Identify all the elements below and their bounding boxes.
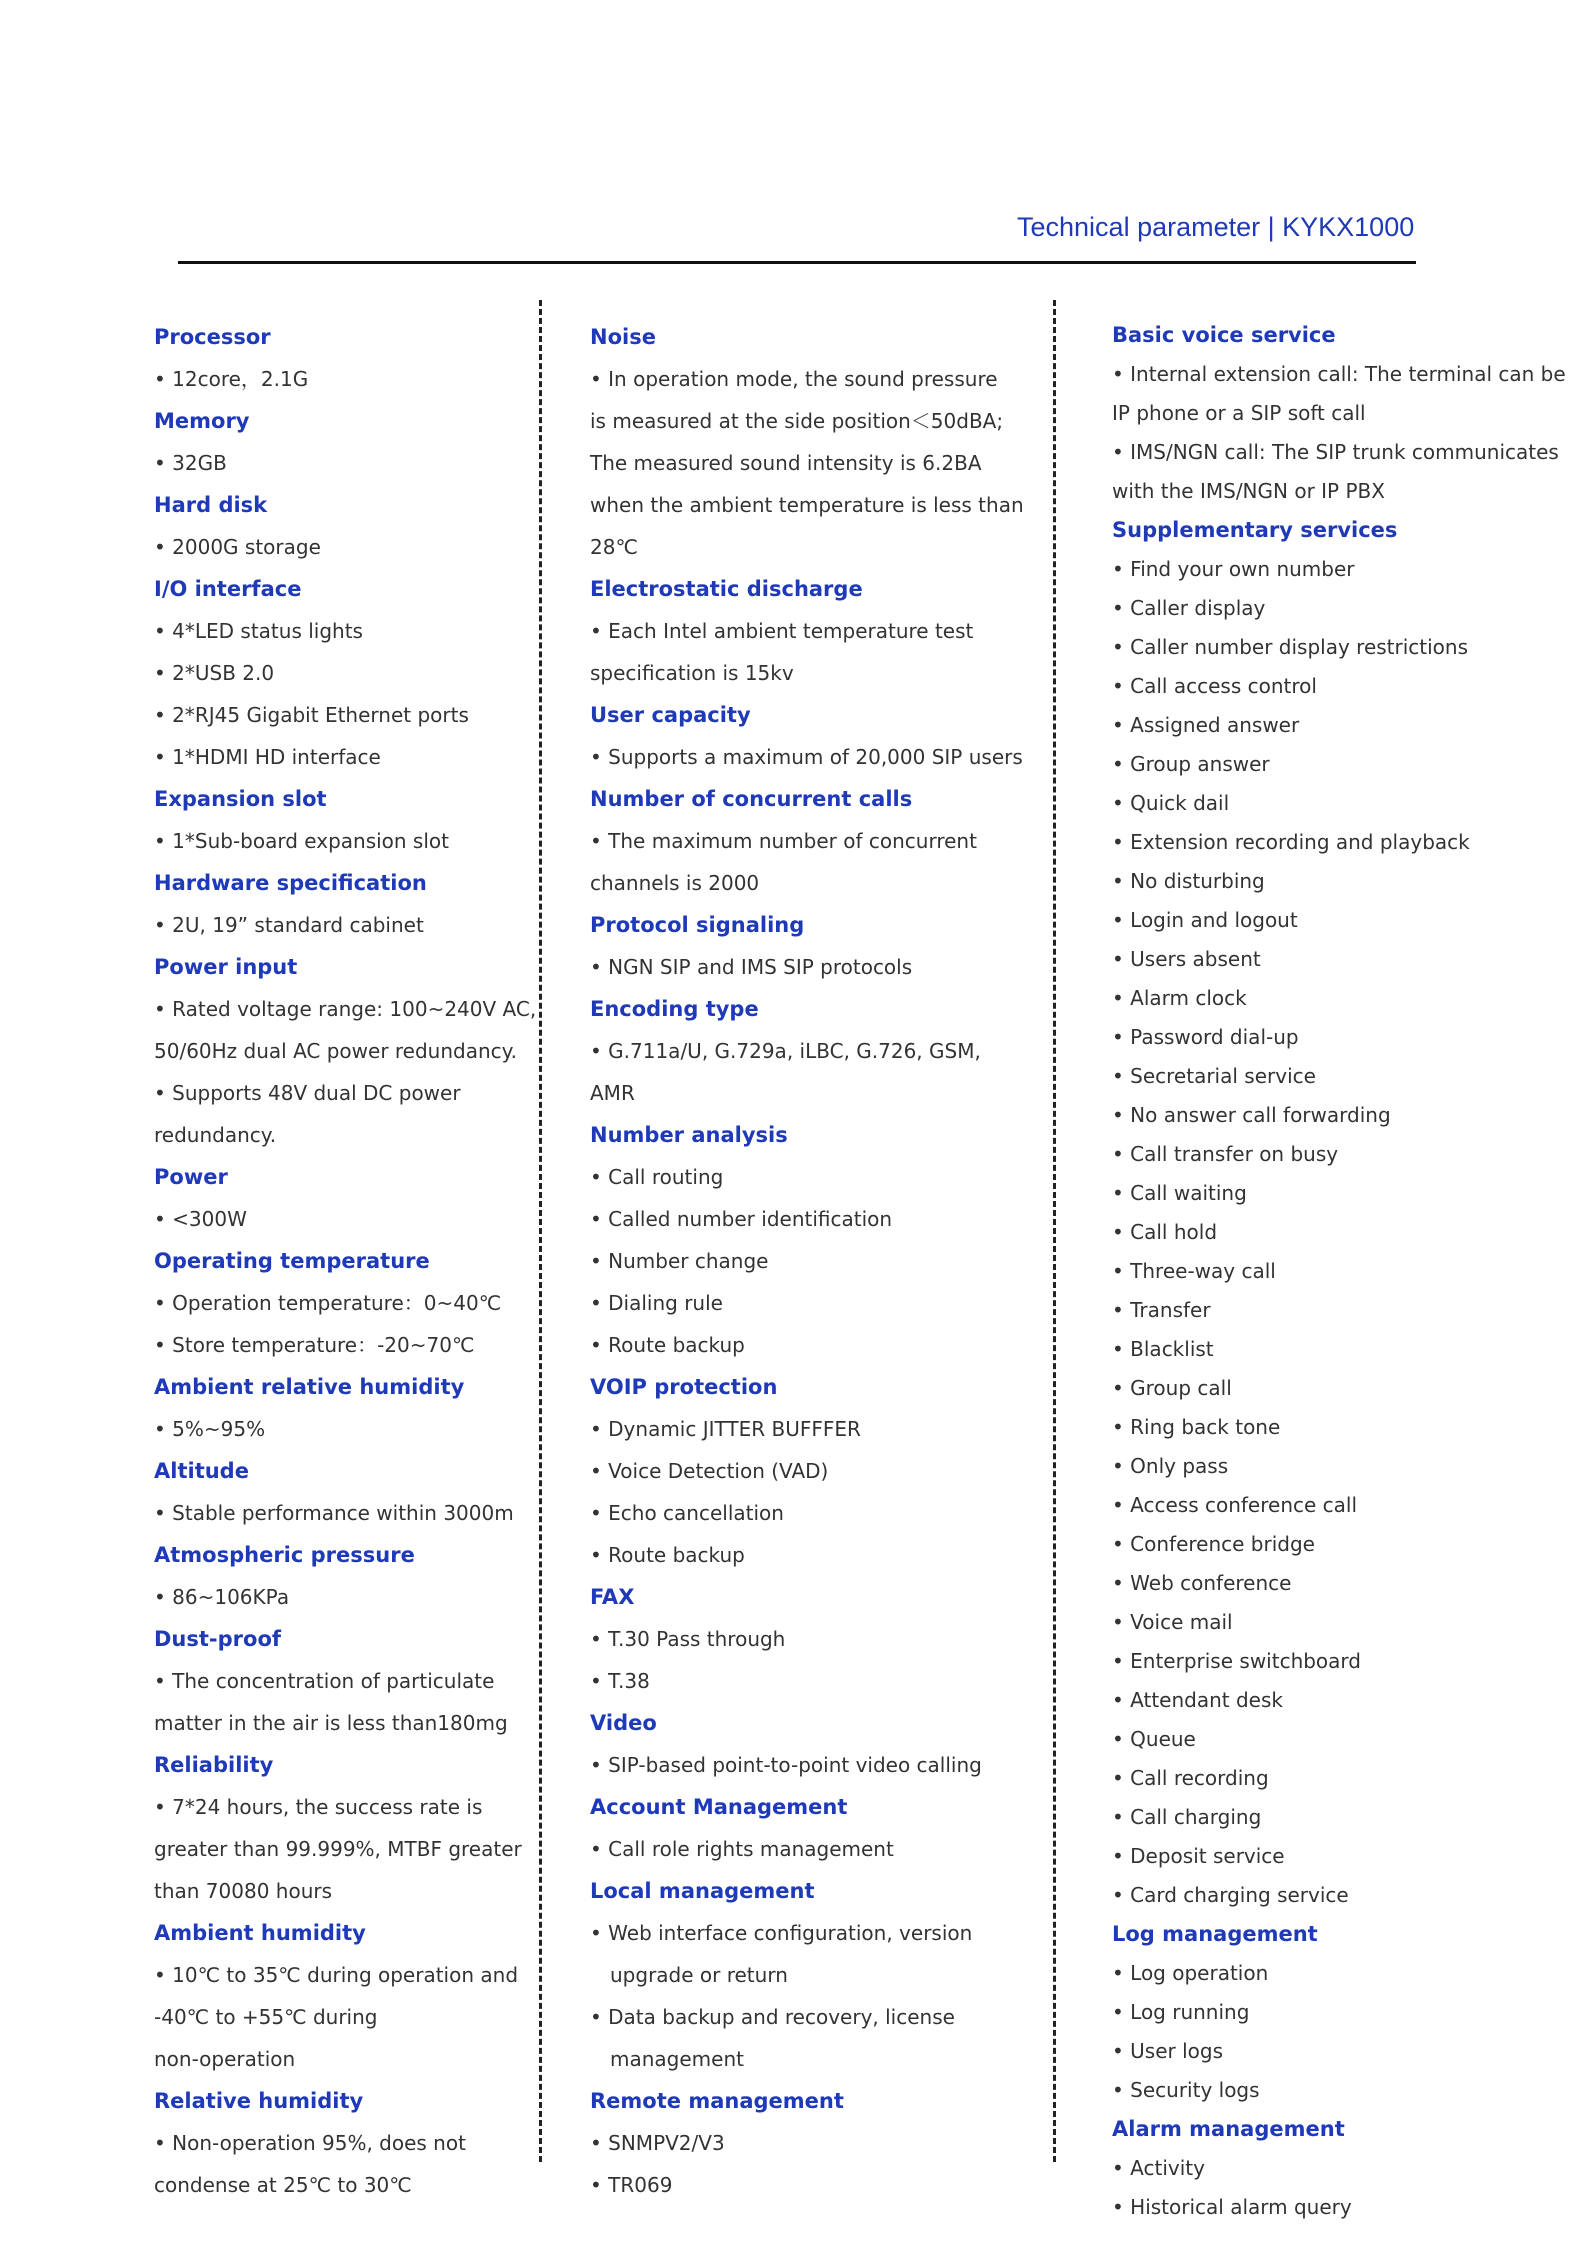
spec-line: • Deposit service [1112, 1844, 1285, 1868]
spec-line: • 5%~95% [154, 1417, 266, 1441]
section-title: Local management [590, 1879, 815, 1903]
spec-line: • No answer call forwarding [1112, 1103, 1391, 1127]
spec-line: than 70080 hours [154, 1879, 333, 1903]
spec-line: • No disturbing [1112, 869, 1265, 893]
spec-line: • Transfer [1112, 1298, 1211, 1322]
spec-line: • Store temperature：-20~70℃ [154, 1333, 475, 1357]
spec-line: • Web conference [1112, 1571, 1292, 1595]
spec-line: • Voice mail [1112, 1610, 1233, 1634]
spec-line: The measured sound intensity is 6.2BA [590, 451, 982, 475]
spec-column-left [154, 316, 537, 2206]
spec-line: • Ring back tone [1112, 1415, 1281, 1439]
spec-line: • Number change [590, 1249, 769, 1273]
spec-line: • Caller number display restrictions [1112, 635, 1469, 659]
spec-line: • 4*LED status lights [154, 619, 363, 643]
section-title: I/O interface [154, 577, 302, 601]
spec-line: • Call waiting [1112, 1181, 1247, 1205]
spec-line: matter in the air is less than180mg [154, 1711, 508, 1735]
spec-line: • Stable performance within 3000m [154, 1501, 514, 1525]
spec-line: • Queue [1112, 1727, 1196, 1751]
spec-line: • Log running [1112, 2000, 1250, 2024]
spec-line: • Group call [1112, 1376, 1232, 1400]
spec-line: • Call role rights management [590, 1837, 894, 1861]
spec-line: • Security logs [1112, 2078, 1260, 2102]
section-title: Number analysis [590, 1123, 788, 1147]
spec-line: IP phone or a SIP soft call [1112, 401, 1366, 425]
section-title: FAX [590, 1585, 635, 1609]
spec-line: AMR [590, 1081, 635, 1105]
column-divider-left [539, 300, 542, 2162]
spec-line: • Rated voltage range: 100~240V AC, [154, 997, 537, 1021]
spec-line: • Log operation [1112, 1961, 1269, 1985]
spec-line: • In operation mode, the sound pressure [590, 367, 998, 391]
section-title: Basic voice service [1112, 323, 1336, 347]
spec-line: • Card charging service [1112, 1883, 1349, 1907]
spec-line: • Group answer [1112, 752, 1270, 776]
spec-line: • Historical alarm query [1112, 2195, 1352, 2219]
spec-line: • Find your own number [1112, 557, 1355, 581]
spec-line: • Caller display [1112, 596, 1266, 620]
spec-line: • Supports a maximum of 20,000 SIP users [590, 745, 1023, 769]
section-title: User capacity [590, 703, 751, 727]
column-divider-right [1053, 300, 1056, 2162]
spec-column-middle [590, 316, 1024, 2206]
spec-line: 28℃ [590, 535, 638, 559]
page-header-title: Technical parameter | KYKX1000 [1017, 212, 1415, 242]
spec-line: • Activity [1112, 2156, 1205, 2180]
spec-line: is measured at the side position＜50dBA; [590, 409, 1004, 433]
spec-line: • T.38 [590, 1669, 650, 1693]
spec-line: • Called number identification [590, 1207, 893, 1231]
spec-line: • Login and logout [1112, 908, 1298, 932]
spec-line: • Route backup [590, 1543, 745, 1567]
spec-line: • Voice Detection (VAD) [590, 1459, 829, 1483]
section-title: Remote management [590, 2089, 844, 2113]
spec-line: • Extension recording and playback [1112, 830, 1470, 854]
spec-line: management [610, 2047, 744, 2071]
spec-line: • 2*RJ45 Gigabit Ethernet ports [154, 703, 469, 727]
header-rule [178, 261, 1416, 264]
spec-line: non-operation [154, 2047, 296, 2071]
section-title: Number of concurrent calls [590, 787, 913, 811]
section-title: Encoding type [590, 997, 759, 1021]
spec-line: • The maximum number of concurrent [590, 829, 977, 853]
section-title: Alarm management [1112, 2117, 1345, 2141]
spec-line: • 10℃ to 35℃ during operation and [154, 1963, 519, 1987]
section-title: Operating temperature [154, 1249, 430, 1273]
spec-line: redundancy. [154, 1123, 277, 1147]
spec-line: -40℃ to +55℃ during [154, 2005, 378, 2029]
spec-line: • Password dial-up [1112, 1025, 1299, 1049]
section-title: Ambient humidity [154, 1921, 366, 1945]
spec-line: • Operation temperature：0~40℃ [154, 1291, 502, 1315]
spec-line: • 2*USB 2.0 [154, 661, 275, 685]
spec-line: • Access conference call [1112, 1493, 1358, 1517]
spec-line: • User logs [1112, 2039, 1224, 2063]
spec-line: • SNMPV2/V3 [590, 2131, 725, 2155]
section-title: Processor [154, 325, 271, 349]
spec-line: • Route backup [590, 1333, 745, 1357]
spec-line: greater than 99.999%, MTBF greater [154, 1837, 522, 1861]
spec-line: upgrade or return [610, 1963, 788, 1987]
spec-line: • 12core，2.1G [154, 367, 309, 391]
spec-line: • 2000G storage [154, 535, 321, 559]
spec-line: • Users absent [1112, 947, 1261, 971]
section-title: Protocol signaling [590, 913, 805, 937]
spec-line: • TR069 [590, 2173, 673, 2197]
spec-line: • Dialing rule [590, 1291, 723, 1315]
spec-line: • Three-way call [1112, 1259, 1276, 1283]
section-title: Altitude [154, 1459, 249, 1483]
spec-line: • Assigned answer [1112, 713, 1300, 737]
spec-line: • 32GB [154, 451, 227, 475]
spec-line: • Enterprise switchboard [1112, 1649, 1361, 1673]
spec-line: condense at 25℃ to 30℃ [154, 2173, 412, 2197]
spec-line: • Attendant desk [1112, 1688, 1283, 1712]
section-title: Dust-proof [154, 1627, 282, 1651]
spec-line: • Data backup and recovery, license [590, 2005, 955, 2029]
spec-line: • Web interface configuration, version [590, 1921, 973, 1945]
spec-line: • Call charging [1112, 1805, 1262, 1829]
section-title: Memory [154, 409, 250, 433]
spec-line: • Call access control [1112, 674, 1317, 698]
spec-line: • Echo cancellation [590, 1501, 784, 1525]
section-title: Relative humidity [154, 2089, 364, 2113]
spec-line: specification is 15kv [590, 661, 794, 685]
section-title: Power [154, 1165, 228, 1189]
spec-line: • Alarm clock [1112, 986, 1247, 1010]
spec-line: • T.30 Pass through [590, 1627, 786, 1651]
spec-line: • Supports 48V dual DC power [154, 1081, 461, 1105]
spec-line: • Internal extension call: The terminal can be [1112, 362, 1566, 386]
spec-line: • Each Intel ambient temperature test [590, 619, 974, 643]
spec-line: 50/60Hz dual AC power redundancy. [154, 1039, 517, 1063]
section-title: Hard disk [154, 493, 268, 517]
spec-line: channels is 2000 [590, 871, 760, 895]
section-title: Account Management [590, 1795, 848, 1819]
spec-line: • Dynamic JITTER BUFFFER [590, 1417, 861, 1441]
section-title: Noise [590, 325, 656, 349]
spec-line: • Call routing [590, 1165, 724, 1189]
spec-line: • Conference bridge [1112, 1532, 1315, 1556]
section-title: Log management [1112, 1922, 1318, 1946]
spec-line: • Call hold [1112, 1220, 1218, 1244]
spec-line: • Call transfer on busy [1112, 1142, 1339, 1166]
spec-line: • SIP-based point-to-point video calling [590, 1753, 982, 1777]
spec-line: when the ambient temperature is less than [590, 493, 1024, 517]
section-title: Hardware specification [154, 871, 427, 895]
section-title: Expansion slot [154, 787, 327, 811]
section-title: Atmospheric pressure [154, 1543, 415, 1567]
spec-line: • 2U, 19” standard cabinet [154, 913, 424, 937]
section-title: VOIP protection [590, 1375, 778, 1399]
spec-line: • Quick dail [1112, 791, 1230, 815]
spec-line: • NGN SIP and IMS SIP protocols [590, 955, 913, 979]
spec-line: • <300W [154, 1207, 247, 1231]
spec-line: • 1*Sub-board expansion slot [154, 829, 449, 853]
spec-line: • IMS/NGN call: The SIP trunk communicates [1112, 440, 1559, 464]
spec-column-right [1112, 316, 1566, 2227]
section-title: Reliability [154, 1753, 274, 1777]
spec-line: • The concentration of particulate [154, 1669, 495, 1693]
spec-line: • Call recording [1112, 1766, 1269, 1790]
spec-line: • Blacklist [1112, 1337, 1214, 1361]
spec-line: • 86~106KPa [154, 1585, 290, 1609]
section-title: Ambient relative humidity [154, 1375, 465, 1399]
section-title: Video [590, 1711, 657, 1735]
section-title: Power input [154, 955, 298, 979]
spec-line: • Secretarial service [1112, 1064, 1316, 1088]
spec-line: • Only pass [1112, 1454, 1229, 1478]
spec-line: • Non-operation 95%, does not [154, 2131, 466, 2155]
spec-line: with the IMS/NGN or IP PBX [1112, 479, 1385, 503]
spec-line: • 1*HDMI HD interface [154, 745, 381, 769]
section-title: Electrostatic discharge [590, 577, 863, 601]
spec-line: • G.711a/U, G.729a, iLBC, G.726, GSM, [590, 1039, 981, 1063]
section-title: Supplementary services [1112, 518, 1398, 542]
spec-line: • 7*24 hours, the success rate is [154, 1795, 483, 1819]
